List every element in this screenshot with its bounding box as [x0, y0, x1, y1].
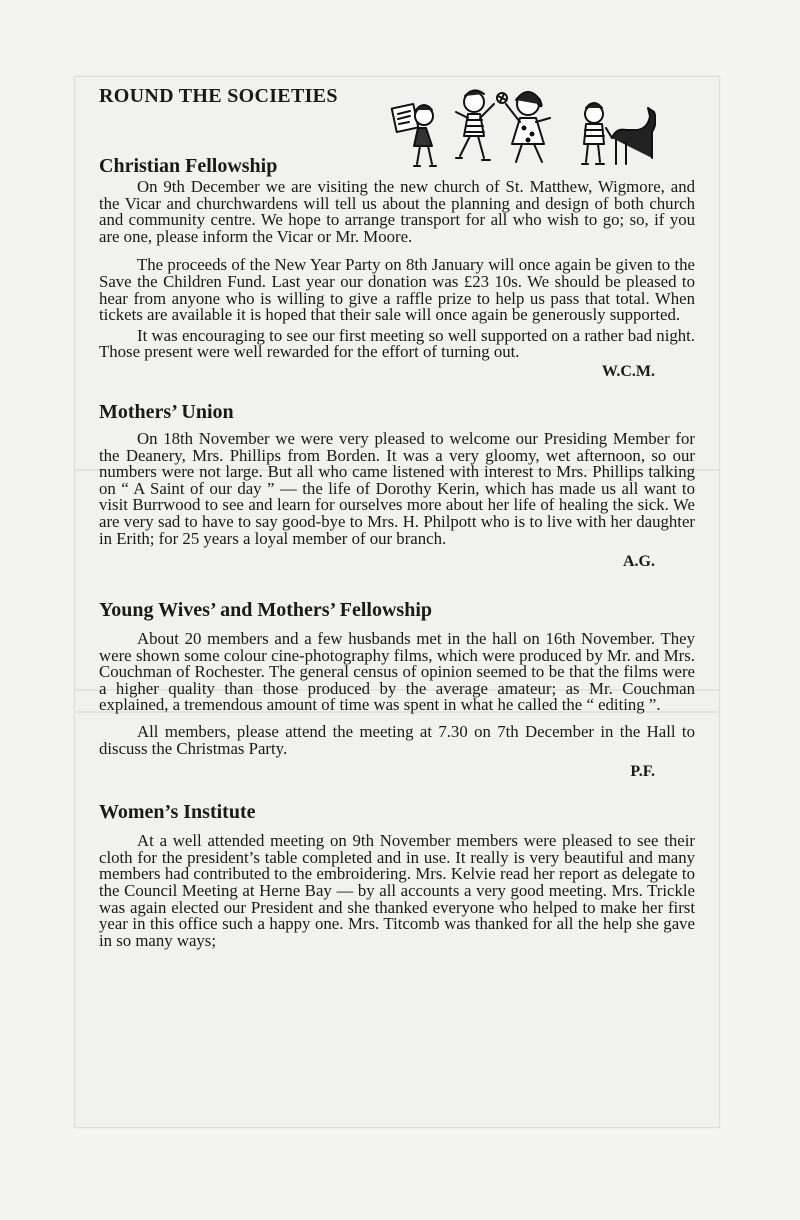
paragraph: On 9th December we are visiting the new church of St. Matthew, Wigmore, and the Vicar and churchwardens will tell us about the planning and design of both church and community centre. We hope to arrange transport for all who wish to go; so, if you are one, please inform the Vicar or Mr. Moore.	[99, 177, 695, 246]
paragraph: On 18th November we were very pleased to welcome our Presiding Member for the Deanery, Mrs. Phillips from Borden. It was a very gloomy, wet afternoon, so our numbers were not large. But all who came listened with interest to Mrs. Phillips talking on “ A Saint of our day ” — the life of Dorothy Kerin, which has made us all want to visit Burrwood to see and learn for ourselves more about her life of healing the sick. We are very sad to have to say good-bye to Mrs. H. Philpott who is to live with her daughter in Erith; for 25 years a loyal member of our branch.	[99, 428, 695, 548]
paragraph: About 20 members and a few husbands met in the hall on 16th November. They were shown some colour cine-photography films, which were produced by Mr. and Mrs. Couchman of Rochester. The general census of opinion seemed to be that the films were a higher quality than those produced by the average amateur; as Mr. Couchman explained, a tremendous amount of time was spent in what he called the “ editing ”.	[99, 629, 695, 715]
signature: A.G.	[623, 553, 655, 571]
section-heading: Mothers’ Union	[99, 400, 234, 423]
section-christian-fellowship	[99, 153, 695, 383]
paragraph: It was encouraging to see our first meeting so well supported on a rather bad night. Those present were well rewarded for the effort of turning out.	[99, 325, 695, 362]
signature: P.F.	[630, 763, 655, 781]
children-playing-illustration-icon	[390, 88, 656, 170]
section-heading: Christian Fellowship	[99, 155, 278, 177]
page-sheet	[74, 76, 720, 1128]
signature: W.C.M.	[601, 362, 655, 380]
paragraph: At a well attended meeting on 9th November members were pleased to see their cloth for the president’s table completed and in use. It really is very beautiful and many members had contributed to the embroidering. Mrs. Kelvie read her report as delegate to the Council Meeting at Herne Bay — by all accounts a very good meeting. Mrs. Trickle was again elected our President and she thanked everyone who helped to make her first year in this office such a happy one. Mrs. Titcomb was thanked for all the help she gave in so many ways;	[99, 831, 695, 950]
section-heading: Young Wives’ and Mothers’ Fellowship	[99, 599, 432, 622]
section-womens-institute	[99, 799, 695, 949]
section-young-wives-fellowship	[99, 597, 695, 783]
paragraph: All members, please attend the meeting at 7.30 on 7th December in the Hall to discuss the Christmas Party.	[99, 722, 695, 758]
paragraph: The proceeds of the New Year Party on 8th January will once again be given to the Save the Children Fund. Last year our donation was £23 10s. We should be pleased to hear from anyone who is willing to give a raffle prize to help us pass that total. When tickets are available it is hoped that their sale will once again be generously supported.	[99, 255, 695, 325]
article	[99, 81, 695, 949]
section-mothers-union	[99, 399, 695, 573]
section-heading: Women’s Institute	[99, 801, 256, 824]
page-title: ROUND THE SOCIETIES	[99, 85, 338, 107]
